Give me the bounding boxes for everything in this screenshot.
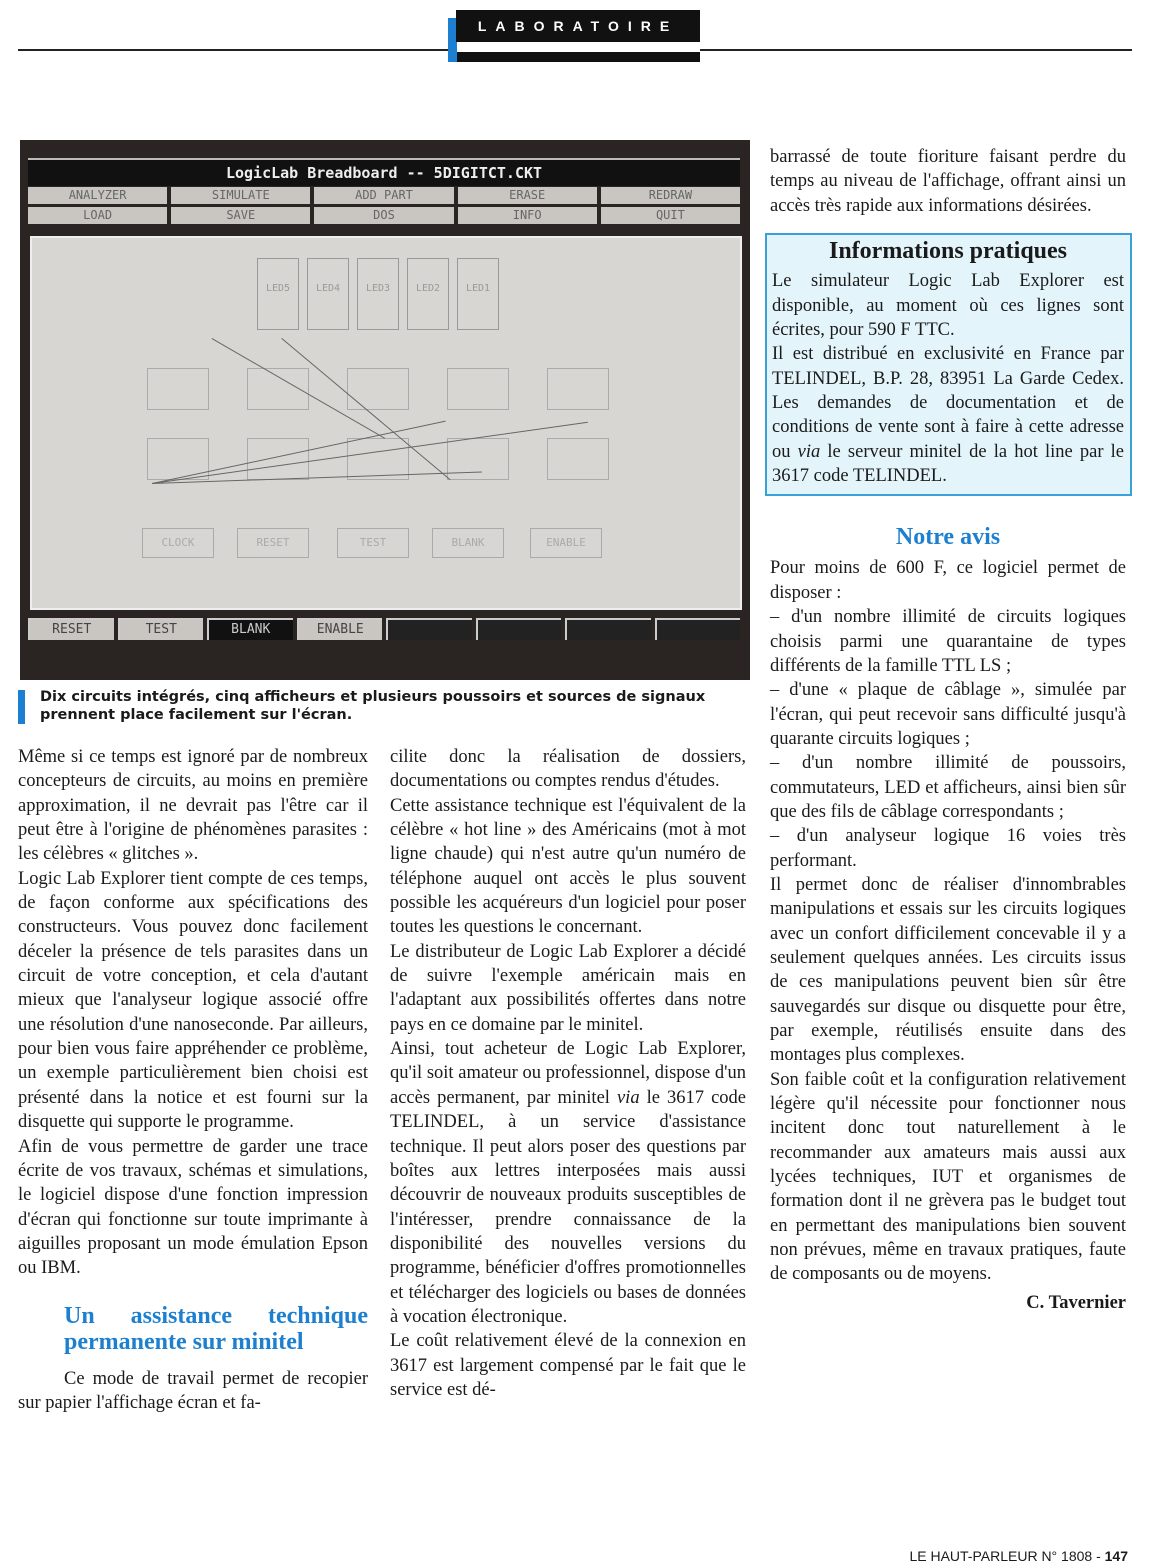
bar-empty-slot [655, 618, 741, 640]
menu-grid [28, 187, 740, 224]
bar-enable: ENABLE [297, 618, 383, 640]
paragraph: Ce mode de travail permet de recopier sur papier l'affichage écran et fa- [18, 1368, 368, 1413]
column-3 [770, 145, 1126, 1315]
section-heading: Notre avis [895, 524, 1001, 551]
text-italic: via [797, 441, 821, 462]
paragraph: Son faible coût et la configuration relativement légère qu'il nécessite pour fonctionner nous incitent donc tout naturellement à le recommander aux amateurs mais aussi aux lycées techniques, IUT et organismes de formation dont il ne grèvera pas le budget tout en permettant des manipulations bien souvent non prévues, même en travaux pratiques, faute de composants ou de moyens. [770, 1069, 1126, 1285]
header-rule-right [700, 49, 1132, 51]
reset-part: RESET [237, 528, 309, 558]
ic-chip [447, 368, 509, 410]
led-display: LED5 [257, 258, 299, 330]
header-underbar [457, 52, 700, 62]
menu-dos: DOS [314, 207, 453, 224]
menu-redraw: REDRAW [601, 187, 740, 204]
page-number: 147 [1104, 1548, 1128, 1564]
bar-empty-slot [565, 618, 651, 640]
window-title: LogicLab Breadboard -- 5DIGITCT.CKT [28, 158, 740, 186]
paragraph: Le distributeur de Logic Lab Explorer a décidé de suivre l'exemple américain mais en l'adaptant aux possibilités offertes dans notre pays en ce domaine par le minitel. [390, 941, 746, 1035]
bar-empty-slot [386, 618, 472, 640]
text: Il est distribué en exclusivité en France par TELINDEL, B.P. 28, 83951 La Garde Cedex. Les demandes de documentation et de conditions de vente sont à faire à cette adresse ou [772, 344, 1124, 462]
bar-blank: BLANK [207, 618, 293, 640]
bar-empty-slot [476, 618, 562, 640]
author-signature: C. Tavernier [1026, 1292, 1126, 1313]
section-heading: Un assistance technique permanente sur minitel [64, 1302, 368, 1355]
list-item: – d'un nombre illimité de poussoirs, commutateurs, LED et afficheurs, ainsi bien sûr que des fils de câblage correspondants ; [770, 753, 1126, 822]
text: le 3617 code TELINDEL, à un service d'assistance technique. Il peut alors poser des questions par boîtes aux lettres interposées mais aussi découvrir de nouveaux produits susceptibles de l'intéresser, prendre connaissance de la disponibilité des nouvelles versions du programme, bénéficier d'offres promotionnelles et télécharger des logiciels ou bases de données à vocation électronique. [390, 1087, 746, 1327]
paragraph: cilite donc la réalisation de dossiers, documentations ou comptes rendus d'études. [390, 747, 746, 792]
header-rule-left [18, 49, 448, 51]
list-item: – d'un nombre illimité de circuits logiques choisis parmi une quarantaine de types différents de la famille TTL LS ; [770, 607, 1126, 676]
text: Ainsi, tout acheteur de Logic Lab Explorer, qu'il soit amateur ou professionnel, dispose d'un accès permanent, par minitel [390, 1039, 746, 1108]
figure-caption: Dix circuits intégrés, cinq afficheurs et plusieurs poussoirs et sources de signaux prennent place facilement sur l'écran. [40, 689, 706, 723]
clock-part: CLOCK [142, 528, 214, 558]
led-display: LED3 [357, 258, 399, 330]
ic-chip [147, 368, 209, 410]
paragraph [772, 342, 1124, 488]
paragraph: barrassé de toute fioriture faisant perdre du temps au niveau de l'affichage, offrant ainsi un accès très rapide aux informations désirées. [770, 147, 1126, 216]
list-item: – d'une « plaque de câblage », simulée par l'écran, qui peut recevoir sans difficulté jusqu'à quarante circuits logiques ; [770, 680, 1126, 749]
ic-chip [247, 438, 309, 480]
led-display: LED2 [407, 258, 449, 330]
text-italic: via [616, 1087, 640, 1108]
software-screenshot [20, 140, 750, 680]
test-part: TEST [337, 528, 409, 558]
info-box [765, 233, 1132, 496]
info-box-title: Informations pratiques [828, 238, 1068, 265]
blank-part: BLANK [432, 528, 504, 558]
enable-part: ENABLE [530, 528, 602, 558]
led-display: LED1 [457, 258, 499, 330]
paragraph: Le coût relativement élevé de la connexion en 3617 est largement compensé par le fait que le service est dé- [390, 1331, 746, 1400]
menu-add-part: ADD PART [314, 187, 453, 204]
magazine-issue: LE HAUT-PARLEUR N° 1808 - [909, 1548, 1105, 1564]
column-2 [390, 745, 746, 1402]
menu-simulate: SIMULATE [171, 187, 310, 204]
text: le serveur minitel de la hot line par le 3617 code TELINDEL. [772, 441, 1125, 487]
bar-test: TEST [118, 618, 204, 640]
column-1 [18, 745, 368, 1415]
paragraph: Afin de vous permettre de garder une trace écrite de vos travaux, schémas et simulations, le logiciel dispose d'une fonction impression d'écran qui fonctionne sur toute imprimante à aiguilles proposant un mode émulation Epson ou IBM. [18, 1136, 368, 1279]
paragraph: Même si ce temps est ignoré par de nombreux concepteurs de circuits, au moins en première approximation, il ne devrait pas l'être car il peut être à l'origine de phénomènes parasites : les célèbres « glitches ». [18, 747, 368, 865]
menu-erase: ERASE [458, 187, 597, 204]
ic-chip [447, 438, 509, 480]
menu-load: LOAD [28, 207, 167, 224]
ic-chip [547, 368, 609, 410]
menu-save: SAVE [171, 207, 310, 224]
paragraph: Il permet donc de réaliser d'innombrables manipulations et essais sur les circuits logiques avec un confort difficilement concevable il y a seulement quelques années. Les circuits issus de ces manipulations peuvent bien sûr être sauvegardés sur disque ou disquette pour être, par exemple, réutilisés ensuite dans des montages plus complexes. [770, 874, 1126, 1066]
menu-info: INFO [458, 207, 597, 224]
led-display: LED4 [307, 258, 349, 330]
paragraph: Logic Lab Explorer tient compte de ces temps, de façon conforme aux spécifications des constructeurs. Vous pouvez donc facilement déceler la présence de tels parasites dans un circuit de votre conception, et cela d'autant mieux que l'analyseur logique associé offre une résolution d'une nanoseconde. Par ailleurs, pour bien vous faire appréhender ce problème, un exemple particulièrement bien choisi est présenté dans la notice et est fourni sur la disquette qui supporte le programme. [18, 868, 368, 1133]
page-footer [909, 1548, 1128, 1564]
paragraph: Pour moins de 600 F, ce logiciel permet de disposer : [770, 558, 1126, 603]
ic-chip [547, 438, 609, 480]
section-title: LABORATOIRE [456, 10, 700, 42]
list-item: – d'un analyseur logique 16 voies très performant. [770, 826, 1126, 871]
paragraph [390, 1037, 746, 1329]
input-bar [28, 618, 740, 640]
paragraph: Le simulateur Logic Lab Explorer est disponible, au moment où ces lignes sont écrites, pour 590 F TTC. [772, 271, 1124, 341]
ic-chip [347, 368, 409, 410]
menu-analyzer: ANALYZER [28, 187, 167, 204]
breadboard-area [30, 236, 742, 610]
menu-quit: QUIT [601, 207, 740, 224]
paragraph: Cette assistance technique est l'équivalent de la célèbre « hot line » des Américains (mot à mot ligne chaude) qui n'est autre qu'un numéro de téléphone auquel ont accès le plus souvent possible les acquéreurs d'un logiciel pour poser toutes les questions le concernant. [390, 795, 746, 938]
bar-reset: RESET [28, 618, 114, 640]
